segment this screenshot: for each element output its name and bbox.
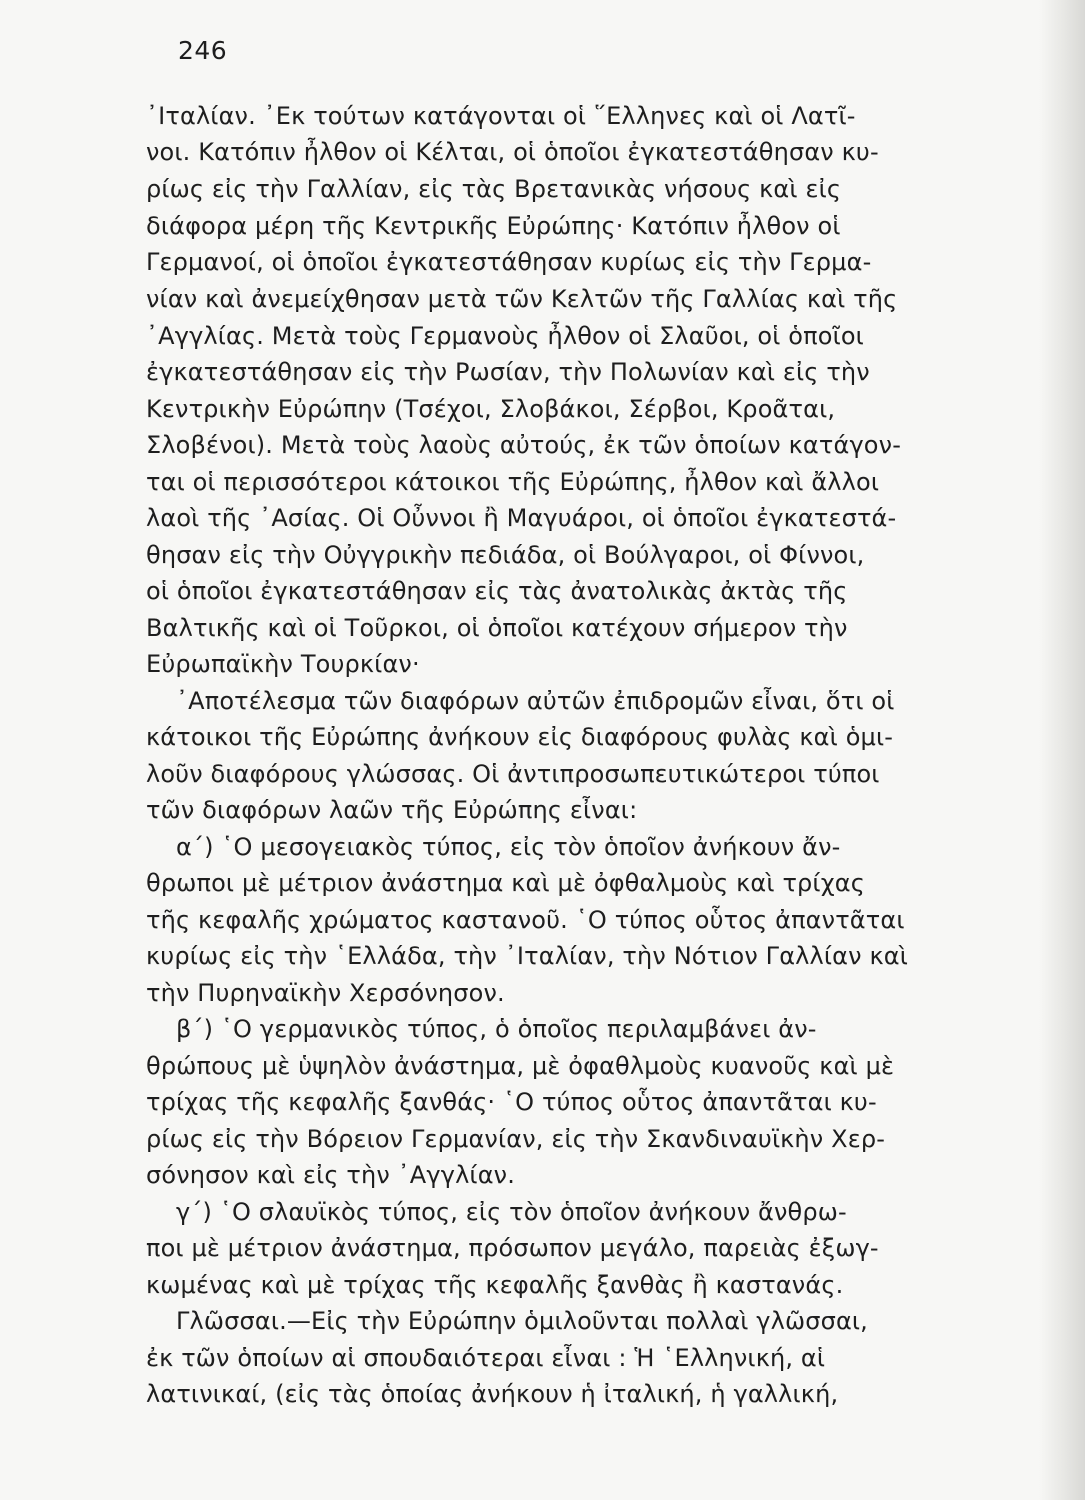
text-line: Βαλτικῆς καὶ οἱ Τοῦρκοι, οἱ ὁποῖοι κατέχουν σήμερον τὴν (146, 614, 848, 642)
page-number: 246 (178, 36, 228, 65)
text-line: Κεντρικὴν Εὐρώπην (Τσέχοι, Σλοβάκοι, Σέρβοι, Κροᾶται, (146, 395, 836, 423)
text-line: λοῦν διαφόρους γλώσσας. Οἱ ἀντιπροσωπευτικώτεροι τύποι (146, 760, 880, 788)
text-line: νοι. Κατόπιν ἦλθον οἱ Κέλται, οἱ ὁποῖοι ἐγκατεστάθησαν κυ- (146, 138, 879, 166)
text-line: νίαν καὶ ἀνεμείχθησαν μετὰ τῶν Κελτῶν τῆς Γαλλίας καὶ τῆς (146, 285, 898, 313)
text-line: ἐγκατεστάθησαν εἰς τὴν Ρωσίαν, τὴν Πολωνίαν καὶ εἰς τὴν (146, 358, 870, 386)
text-line: κυρίως εἰς τὴν ῾Ελλάδα, τὴν ᾿Ιταλίαν, τὴν Νότιον Γαλλίαν καὶ (146, 942, 908, 970)
text-line: Γερμανοί, οἱ ὁποῖοι ἐγκατεστάθησαν κυρίως εἰς τὴν Γερμα- (146, 248, 872, 276)
text-line: ᾿Ιταλίαν. ᾿Εκ τούτων κατάγονται οἱ ῞Ελληνες καὶ οἱ Λατῖ- (146, 102, 856, 130)
text-line: Εὐρωπαϊκὴν Τουρκίαν· (146, 650, 420, 678)
text-line: τῆς κεφαλῆς χρώματος καστανοῦ. ῾Ο τύπος οὗτος ἀπαντᾶται (146, 906, 905, 934)
text-line: τρίχας τῆς κεφαλῆς ξανθάς· ῾Ο τύπος οὗτος ἀπαντᾶται κυ- (146, 1088, 877, 1116)
text-line: α΄) ῾Ο μεσογειακὸς τύπος, εἰς τὸν ὁποῖον ἀνήκουν ἄν- (176, 833, 841, 861)
text-line: ται οἱ περισσότεροι κάτοικοι τῆς Εὐρώπης, ἦλθον καὶ ἄλλοι (146, 468, 880, 496)
text-line: θρωποι μὲ μέτριον ἀνάστημα καὶ μὲ ὀφθαλμοὺς καὶ τρίχας (146, 869, 865, 897)
text-line: ἐκ τῶν ὁποίων αἱ σπουδαιότεραι εἶναι : Ἡ ῾Ελληνική, αἱ (146, 1344, 826, 1372)
text-line: Σλοβένοι). Μετὰ τοὺς λαοὺς αὐτούς, ἐκ τῶν ὁποίων κατάγον- (146, 431, 901, 459)
text-line: λαοὶ τῆς ᾿Ασίας. Οἱ Οὖννοι ἢ Μαγυάροι, οἱ ὁποῖοι ἐγκατεστά- (146, 504, 897, 532)
text-line: Γλῶσσαι.—Εἰς τὴν Εὐρώπην ὁμιλοῦνται πολλαὶ γλῶσσαι, (176, 1307, 868, 1335)
text-line: τὴν Πυρηναϊκὴν Χερσόνησον. (146, 979, 505, 1007)
text-line: ρίως εἰς τὴν Βόρειον Γερμανίαν, εἰς τὴν Σκανδιναυϊκὴν Χερ- (146, 1125, 886, 1153)
text-line: γ΄) ῾Ο σλαυϊκὸς τύπος, εἰς τὸν ὁποῖον ἀνήκουν ἄνθρω- (176, 1198, 847, 1226)
text-line: λατινικαί, (εἰς τὰς ὁποίας ἀνήκουν ἡ ἰταλική, ἡ γαλλική, (146, 1380, 839, 1408)
text-line: θησαν εἰς τὴν Οὐγγρικὴν πεδιάδα, οἱ Βούλγαροι, οἱ Φίννοι, (146, 541, 865, 569)
text-line: διάφορα μέρη τῆς Κεντρικῆς Εὐρώπης· Κατόπιν ἦλθον οἱ (146, 212, 841, 240)
text-line: ᾿Αποτέλεσμα τῶν διαφόρων αὐτῶν ἐπιδρομῶν εἶναι, ὅτι οἱ (176, 687, 895, 715)
text-line: θρώπους μὲ ὑψηλὸν ἀνάστημα, μὲ ὀφαθλμοὺς κυανοῦς καὶ μὲ (146, 1052, 895, 1080)
text-line: κωμένας καὶ μὲ τρίχας τῆς κεφαλῆς ξανθὰς ἢ καστανάς. (146, 1271, 844, 1299)
text-line: ᾿Αγγλίας. Μετὰ τοὺς Γερμανοὺς ἦλθον οἱ Σλαῦοι, οἱ ὁποῖοι (146, 322, 864, 350)
text-line: οἱ ὁποῖοι ἐγκατεστάθησαν εἰς τὰς ἀνατολικὰς ἀκτὰς τῆς (146, 577, 848, 605)
text-line: ποι μὲ μέτριον ἀνάστημα, πρόσωπον μεγάλο, παρειὰς ἐξωγ- (146, 1234, 879, 1262)
text-line: κάτοικοι τῆς Εὐρώπης ἀνήκουν εἰς διαφόρους φυλὰς καὶ ὁμι- (146, 723, 894, 751)
text-line: β΄) ῾Ο γερμανικὸς τύπος, ὁ ὁποῖος περιλαμβάνει ἀν- (176, 1015, 817, 1043)
text-line: σόνησον καὶ εἰς τὴν ᾿Αγγλίαν. (146, 1161, 516, 1189)
text-line: ρίως εἰς τὴν Γαλλίαν, εἰς τὰς Βρετανικὰς νήσους καὶ εἰς (146, 175, 842, 203)
text-line: τῶν διαφόρων λαῶν τῆς Εὐρώπης εἶναι: (146, 796, 638, 824)
